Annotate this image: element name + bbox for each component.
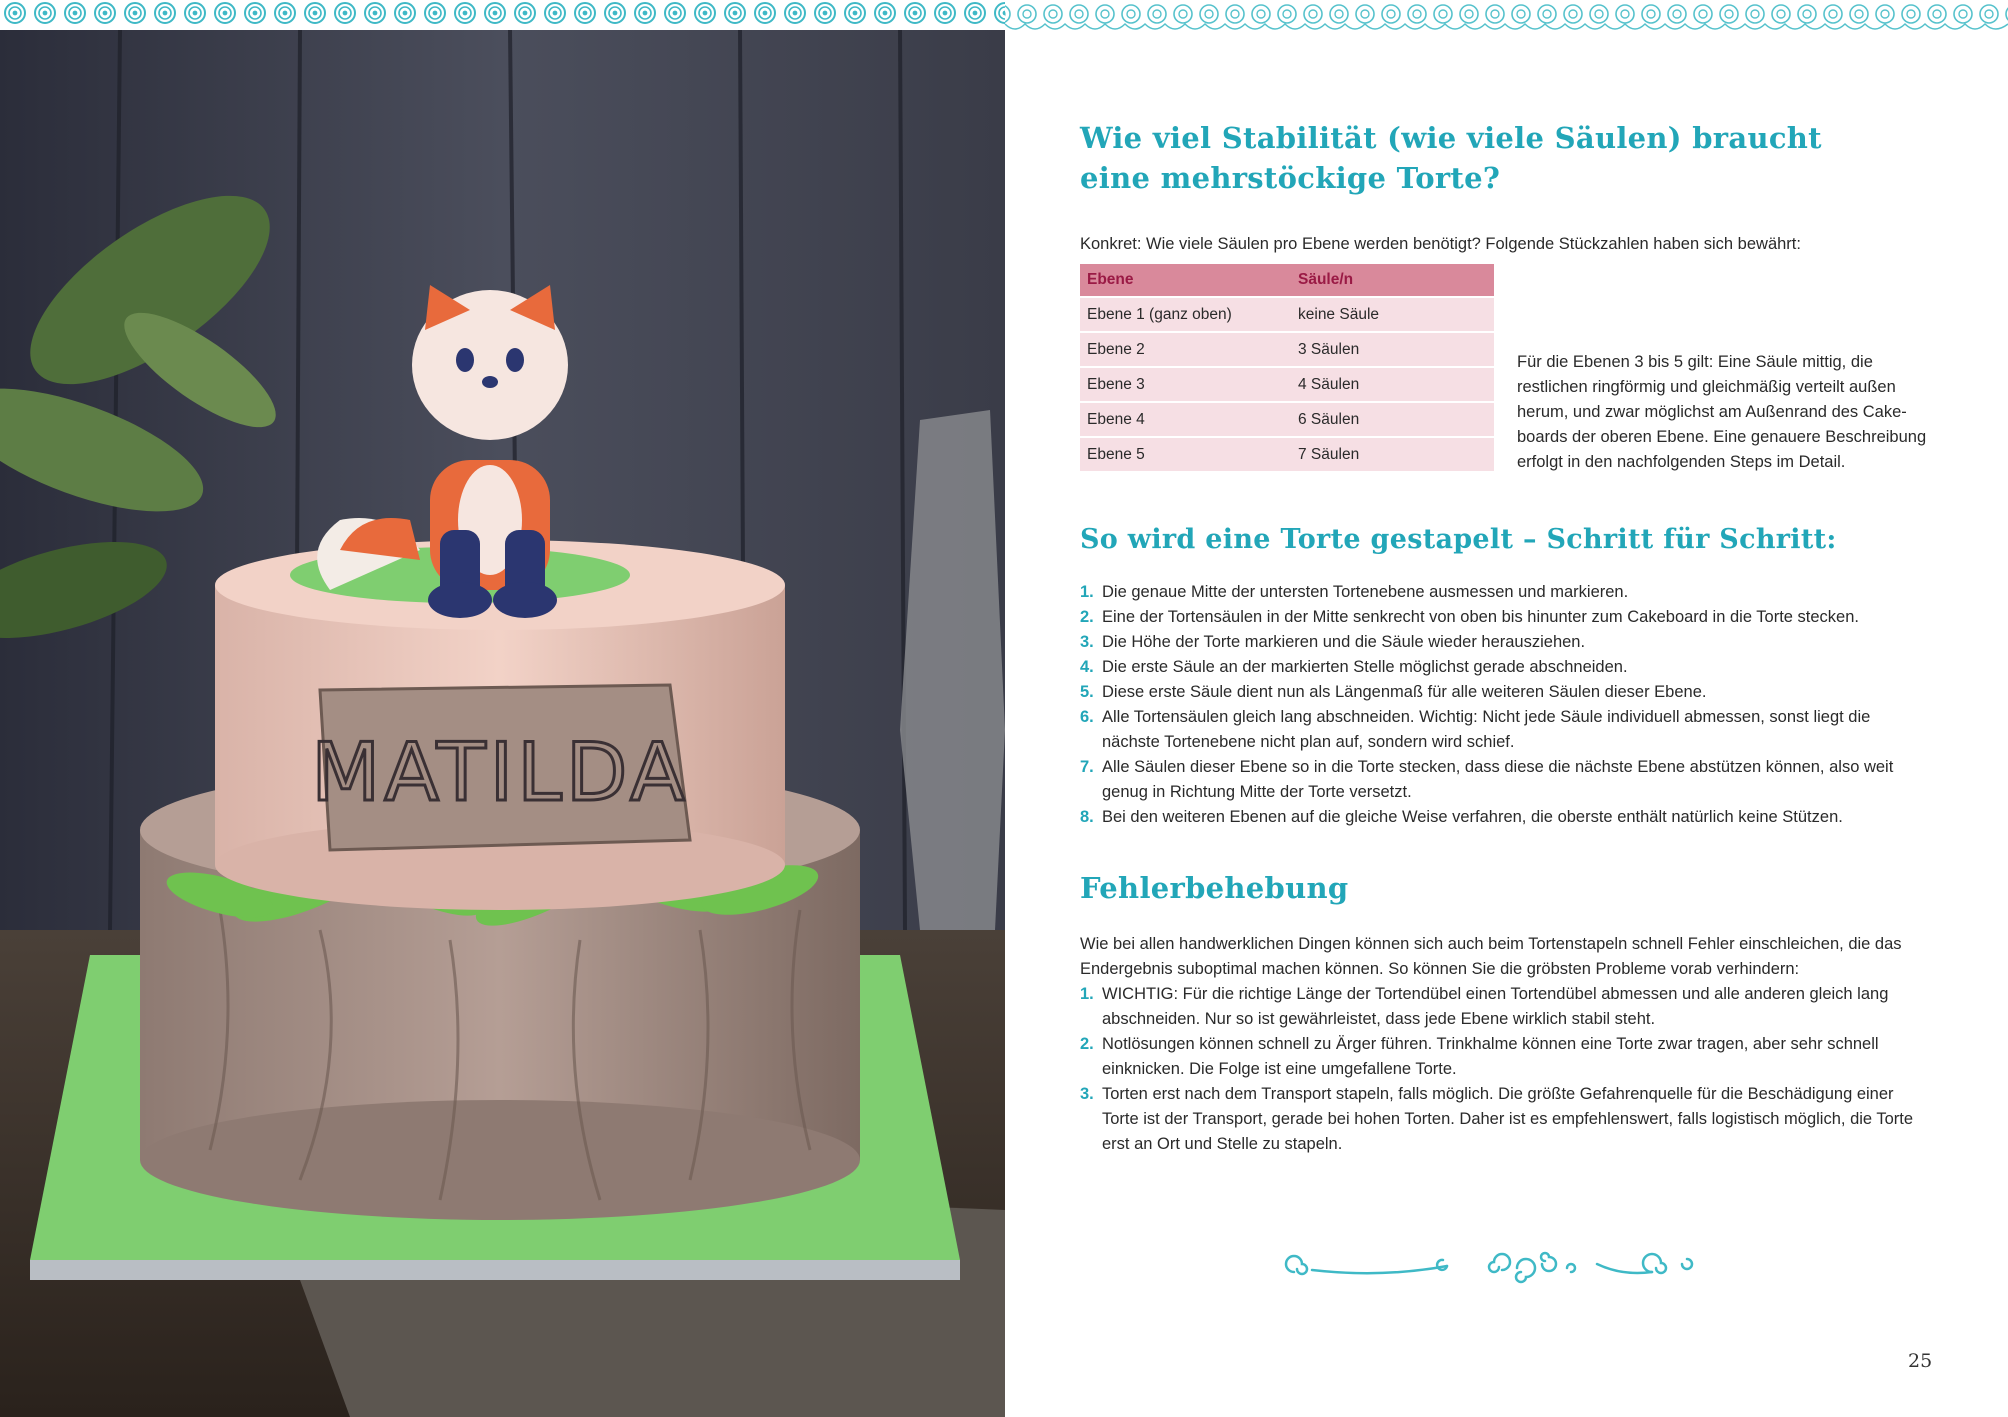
error-text: Notlösungen können schnell zu Ärger führen. Trinkhalme können eine Torte zwar tragen, aber sehr schnell einknicken. Die Folge ist eine umgefallene Torte. (1102, 1035, 1879, 1078)
list-item (1080, 680, 1930, 705)
table-cell-columns: keine Säule (1291, 297, 1494, 332)
table-header-columns: Säule/n (1291, 264, 1494, 297)
step-number: 1. (1080, 583, 1094, 601)
swirl-ornament-icon (1272, 1250, 1722, 1290)
step-number: 2. (1080, 608, 1094, 626)
errors-intro: Wie bei allen handwerklichen Dingen können sich auch beim Tortenstapeln schnell Fehler einschleichen, die das Endergebnis suboptimal machen können. So können Sie die gröbsten Probleme vorab verhindern: (1080, 935, 1902, 978)
table-row (1080, 297, 1494, 332)
table-cell-columns: 3 Säulen (1291, 332, 1494, 367)
step-text: Alle Tortensäulen gleich lang abschneiden. Wichtig: Nicht jede Säule individuell abmessen, sonst liegt die nächste Tortenebene nicht plan auf, sondern wird schief. (1102, 708, 1871, 751)
error-text: Torten erst nach dem Transport stapeln, falls möglich. Die größte Gefahrenquelle für die Beschädigung einer Torte ist der Transport, gerade bei hohen Torten. Daher ist es empfehlenswert, falls logistisch möglich, die Torte erst an Ort und Stelle zu stapeln. (1102, 1085, 1914, 1153)
cake-sign-text: MATILDA (311, 726, 689, 819)
list-item (1080, 755, 1930, 805)
list-item (1080, 580, 1930, 605)
step-number: 8. (1080, 808, 1094, 826)
step-text: Die Höhe der Torte markieren und die Säule wieder herausziehen. (1102, 633, 1586, 651)
step-number: 6. (1080, 708, 1094, 726)
step-number: 7. (1080, 758, 1094, 776)
table-cell-columns: 6 Säulen (1291, 402, 1494, 437)
step-number: 4. (1080, 658, 1094, 676)
step-text: Eine der Tortensäulen in der Mitte senkrecht von oben bis hinunter zum Cakeboard in die Torte stecken. (1102, 608, 1859, 626)
table-cell-level: Ebene 2 (1080, 332, 1291, 367)
error-number: 3. (1080, 1085, 1094, 1103)
step-text: Die erste Säule an der markierten Stelle möglichst gerade abschneiden. (1102, 658, 1628, 676)
table-row (1080, 332, 1494, 367)
step-text: Bei den weiteren Ebenen auf die gleiche Weise verfahren, die oberste enthält natürlich keine Stützen. (1102, 808, 1843, 826)
heading-stability-line-2: eine mehrstöckige Torte? (1080, 161, 1501, 195)
step-text: Alle Säulen dieser Ebene so in die Torte stecken, dass diese die nächste Ebene abstützen können, also weit genug in Richtung Mitte der Torte versetzt. (1102, 758, 1894, 801)
list-item (1080, 630, 1930, 655)
list-item (1080, 655, 1930, 680)
cake-photo (0, 30, 1005, 1417)
list-item (1080, 805, 1930, 830)
list-item (1080, 705, 1930, 755)
heading-stability (1080, 118, 1840, 198)
table-cell-columns: 4 Säulen (1291, 367, 1494, 402)
list-item (1080, 1032, 1930, 1082)
table-cell-level: Ebene 1 (ganz oben) (1080, 297, 1291, 332)
text-column (1080, 0, 1933, 1417)
table-cell-columns: 7 Säulen (1291, 437, 1494, 471)
table-cell-level: Ebene 5 (1080, 437, 1291, 471)
step-number: 3. (1080, 633, 1094, 651)
list-item (1080, 605, 1930, 630)
heading-stability-line-1: Wie viel Stabilität (wie viele Säulen) braucht (1080, 121, 1822, 155)
error-number: 1. (1080, 985, 1094, 1003)
table-header-level: Ebene (1080, 264, 1291, 297)
list-item (1080, 982, 1930, 1032)
table-row (1080, 437, 1494, 471)
step-text: Diese erste Säule dient nun als Längenmaß für alle weiteren Säulen dieser Ebene. (1102, 683, 1707, 701)
side-note: Für die Ebenen 3 bis 5 gilt: Eine Säule mittig, die restlichen ringförmig und gleichmäßig verteilt außen herum, und zwar möglichst am Außenrand des Cake-boards der oberen Ebene. Eine genauere Beschreibung erfolgt in den nachfolgenden Steps im Detail. (1517, 353, 1927, 471)
page-number: 25 (1908, 1350, 1933, 1372)
table-header-row (1080, 264, 1494, 297)
error-text: WICHTIG: Für die richtige Länge der Tortendübel einen Tortendübel abmessen und alle anderen gleich lang abschneiden. Nur so ist gewährleistet, dass jede Ebene wirklich stabil steht. (1102, 985, 1889, 1028)
table-row (1080, 367, 1494, 402)
heading-errors: Fehlerbehebung (1080, 871, 1349, 905)
columns-table (1080, 264, 1494, 471)
list-item (1080, 1082, 1930, 1157)
table-cell-level: Ebene 4 (1080, 402, 1291, 437)
intro-text: Konkret: Wie viele Säulen pro Ebene werden benötigt? Folgende Stückzahlen haben sich bewährt: (1080, 235, 1801, 253)
errors-list (1080, 982, 1930, 1157)
steps-list (1080, 580, 1930, 830)
table-row (1080, 402, 1494, 437)
step-number: 5. (1080, 683, 1094, 701)
step-text: Die genaue Mitte der untersten Tortenebene ausmessen und markieren. (1102, 583, 1629, 601)
error-number: 2. (1080, 1035, 1094, 1053)
heading-steps: So wird eine Torte gestapelt – Schritt für Schritt: (1080, 524, 1837, 555)
table-cell-level: Ebene 3 (1080, 367, 1291, 402)
